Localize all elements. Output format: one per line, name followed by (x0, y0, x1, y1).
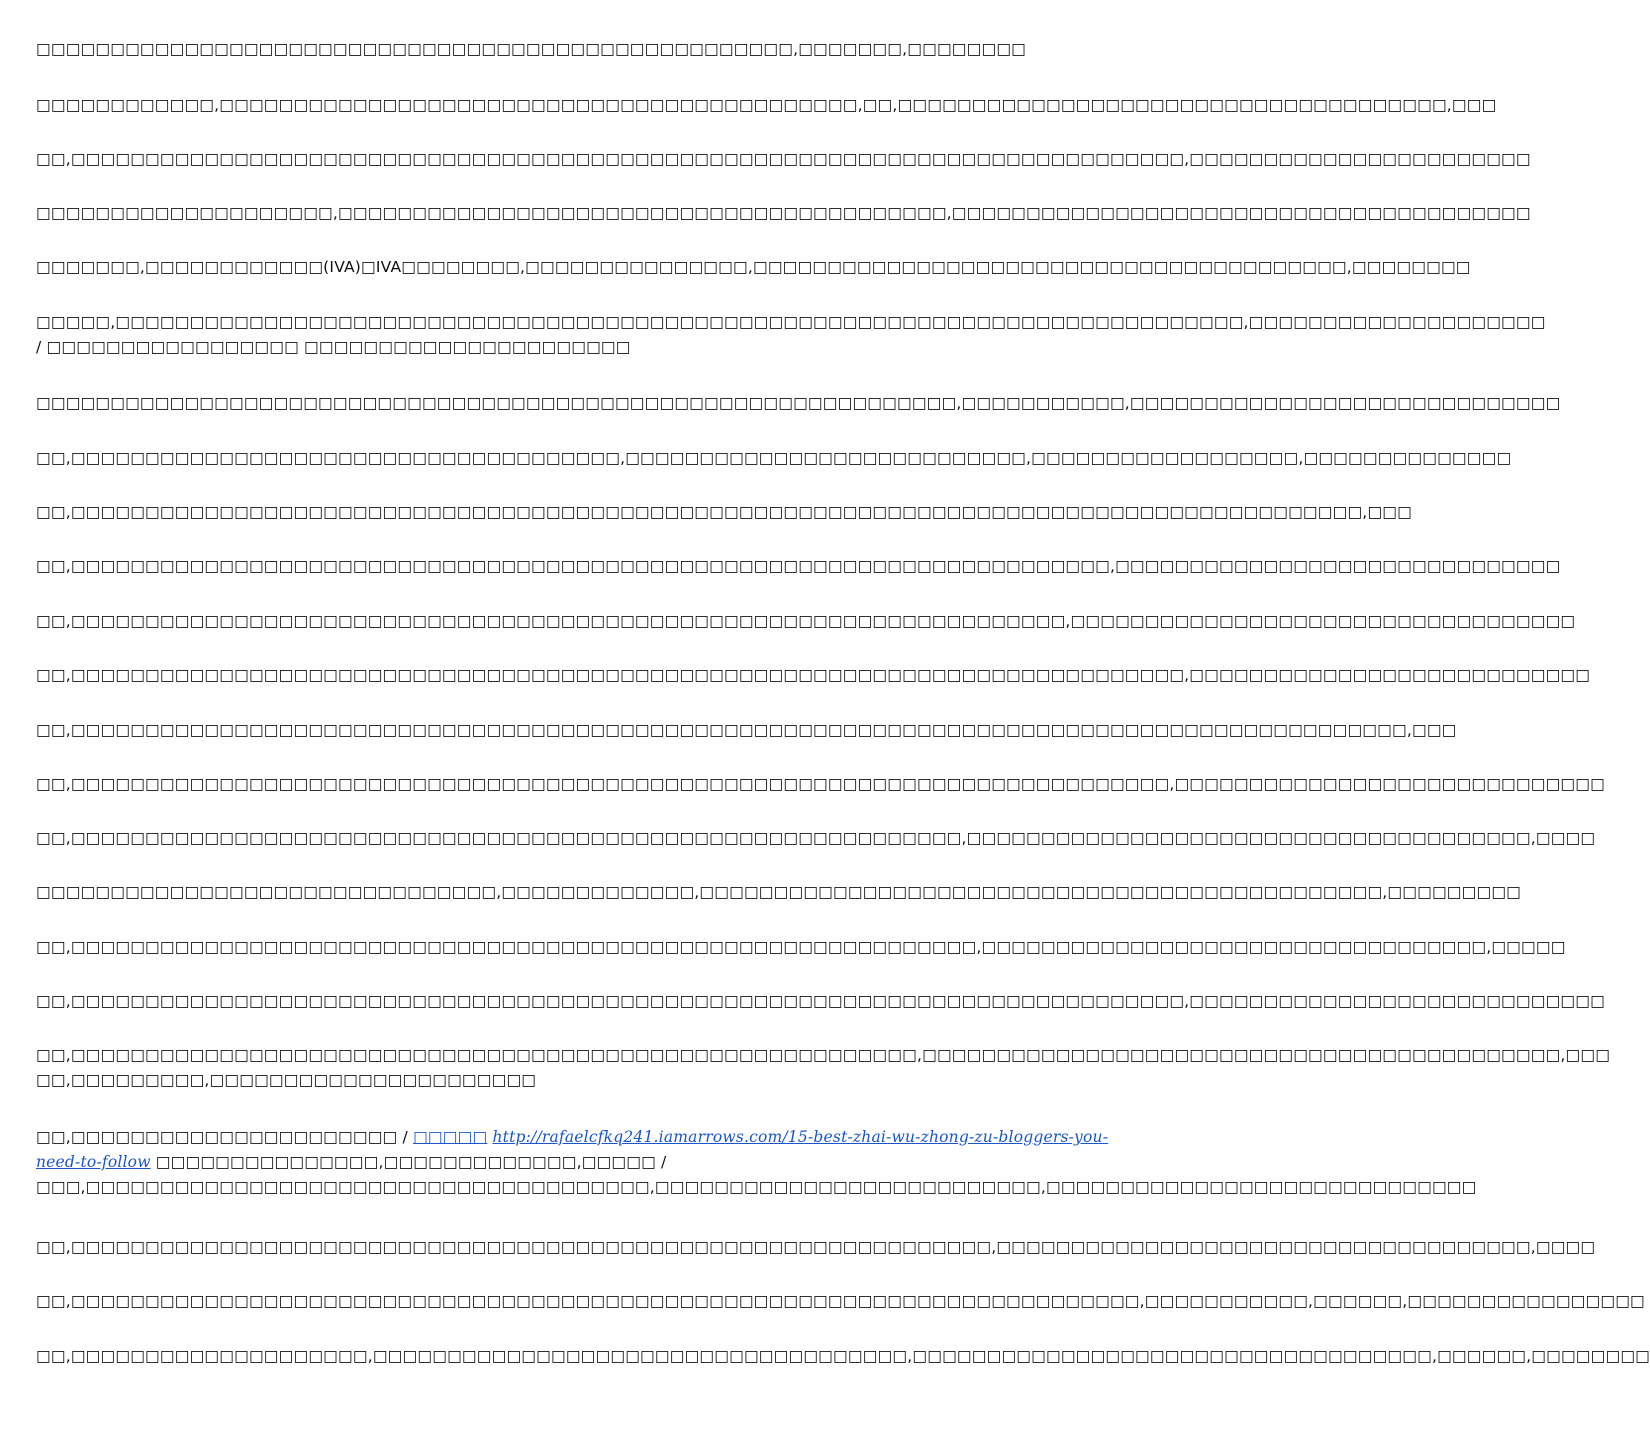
paragraph-12: □□,□□□□□□□□□□□□□□□□□□□□□□□□□□□□□□□□□□□□□□□□□□□□□□□□□□□□□□□□□□□□□□□□□□□□□□□□□□□,□□□□□□□□□□□□□□□□□□□□□□□□□□□ (36, 666, 1591, 684)
paragraph-6-line-1: □□□□□,□□□□□□□□□□□□□□□□□□□□□□□□□□□□□□□□□□□□□□□□□□□□□□□□□□□□□□□□□□□□□□□□□□□□□□□□□□□□,□□□□□□□□□□□□□□□□□□□□ (36, 313, 1546, 331)
paragraph-7: □□□□□□□□□□□□□□□□□□□□□□□□□□□□□□□□□□□□□□□□□□□□□□□□□□□□□□□□□□□□□□,□□□□□□□□□□□,□□□□□□□□□□□□□□□□□□□□□□□□□□□□□ (36, 394, 1561, 412)
paragraph-11: □□,□□□□□□□□□□□□□□□□□□□□□□□□□□□□□□□□□□□□□□□□□□□□□□□□□□□□□□□□□□□□□□□□□□□,□□□□□□□□□□□□□□□□□□□□□□□□□□□□□□□□□□ (36, 612, 1576, 630)
paragraph-4: □□□□□□□□□□□□□□□□□□□□,□□□□□□□□□□□□□□□□□□□□□□□□□□□□□□□□□□□□□□□□□,□□□□□□□□□□□□□□□□□□□□□□□□□□□□□□□□□□□□□□□ (36, 204, 1531, 222)
inline-link[interactable]: □□□□□ (413, 1128, 488, 1146)
url-link-continued[interactable]: need-to-follow (36, 1153, 151, 1171)
paragraph-10: □□,□□□□□□□□□□□□□□□□□□□□□□□□□□□□□□□□□□□□□□□□□□□□□□□□□□□□□□□□□□□□□□□□□□□□□□,□□□□□□□□□□□□□□□□□□□□□□□□□□□□□□ (36, 557, 1561, 575)
link-paragraph-suffix: □□□□□□□□□□□□□□□,□□□□□□□□□□□□□,□□□□□ / (150, 1153, 667, 1171)
paragraph-17: □□,□□□□□□□□□□□□□□□□□□□□□□□□□□□□□□□□□□□□□□□□□□□□□□□□□□□□□□□□□□□□□,□□□□□□□□□□□□□□□□□□□□□□□□□□□□□□□□□□,□□□□□ (36, 938, 1566, 956)
paragraph-20: □□,□□□□□□□□□□□□□□□□□□□□□□□□□□□□□□□□□□□□□□□□□□□□□□□□□□□□□□□□□□□□□□,□□□□□□□□□□□□□□□□□□□□□□□□□□□□□□□□□□□□,□□□□ (36, 1238, 1596, 1256)
link-paragraph-line-3: □□□,□□□□□□□□□□□□□□□□□□□□□□□□□□□□□□□□□□□□□□,□□□□□□□□□□□□□□□□□□□□□□□□□□,□□□□□□□□□□□□□□□□□□□□□□□□□□□□□ (36, 1178, 1477, 1196)
paragraph-5: □□□□□□□,□□□□□□□□□□□□(IVA)□IVA□□□□□□□□,□□□□□□□□□□□□□□□,□□□□□□□□□□□□□□□□□□□□□□□□□□□□□□□□□□□□□□□□,□□□□□□□□ (36, 258, 1471, 276)
paragraph-15: □□,□□□□□□□□□□□□□□□□□□□□□□□□□□□□□□□□□□□□□□□□□□□□□□□□□□□□□□□□□□□□,□□□□□□□□□□□□□□□□□□□□□□□□□□□□□□□□□□□□□□,□□□□ (36, 829, 1596, 847)
link-paragraph-prefix: □□,□□□□□□□□□□□□□□□□□□□□□□ / (36, 1128, 414, 1146)
paragraph-22: □□,□□□□□□□□□□□□□□□□□□□□,□□□□□□□□□□□□□□□□□□□□□□□□□□□□□□□□□□□□,□□□□□□□□□□□□□□□□□□□□□□□□□□□□□□□□□□□,□□□□□□,□□□□□□□□ (36, 1347, 1650, 1365)
paragraph-19 (36, 1043, 1611, 1095)
paragraph-13: □□,□□□□□□□□□□□□□□□□□□□□□□□□□□□□□□□□□□□□□□□□□□□□□□□□□□□□□□□□□□□□□□□□□□□□□□□□□□□□□□□□□□□□□□□□□□,□□□ (36, 721, 1457, 739)
paragraph-6-line-2: / □□□□□□□□□□□□□□□□□ □□□□□□□□□□□□□□□□□□□□□□ (36, 338, 631, 356)
paragraph-6 (36, 310, 1546, 362)
paragraph-19-line-1: □□,□□□□□□□□□□□□□□□□□□□□□□□□□□□□□□□□□□□□□□□□□□□□□□□□□□□□□□□□□,□□□□□□□□□□□□□□□□□□□□□□□□□□□□□□□□□□□□□□□□□□□,□□□ (36, 1046, 1611, 1064)
paragraph-1: □□□□□□□□□□□□□□□□□□□□□□□□□□□□□□□□□□□□□□□□□□□□□□□□□□□,□□□□□□□,□□□□□□□□ (36, 40, 1027, 58)
paragraph-8: □□,□□□□□□□□□□□□□□□□□□□□□□□□□□□□□□□□□□□□□,□□□□□□□□□□□□□□□□□□□□□□□□□□□,□□□□□□□□□□□□□□□□□□,□□□□□□□□□□□□□□ (36, 449, 1512, 467)
link-paragraph (36, 1125, 1477, 1205)
paragraph-14: □□,□□□□□□□□□□□□□□□□□□□□□□□□□□□□□□□□□□□□□□□□□□□□□□□□□□□□□□□□□□□□□□□□□□□□□□□□□□,□□□□□□□□□□□□□□□□□□□□□□□□□□□□□ (36, 775, 1605, 793)
paragraph-21: □□,□□□□□□□□□□□□□□□□□□□□□□□□□□□□□□□□□□□□□□□□□□□□□□□□□□□□□□□□□□□□□□□□□□□□□□□□,□□□□□□□□□□□,□□□□□□,□□□□□□□□□□□□□□□□ (36, 1292, 1645, 1310)
url-link[interactable]: http://rafaelcfkq241.iamarrows.com/15-best-zhai-wu-zhong-zu-bloggers-you- (492, 1128, 1109, 1146)
paragraph-3: □□,□□□□□□□□□□□□□□□□□□□□□□□□□□□□□□□□□□□□□□□□□□□□□□□□□□□□□□□□□□□□□□□□□□□□□□□□□□□,□□□□□□□□□□□□□□□□□□□□□□□ (36, 150, 1531, 168)
link-paragraph-line-2 (36, 1150, 990, 1175)
paragraph-18: □□,□□□□□□□□□□□□□□□□□□□□□□□□□□□□□□□□□□□□□□□□□□□□□□□□□□□□□□□□□□□□□□□□□□□□□□□□□□□,□□□□□□□□□□□□□□□□□□□□□□□□□□□□ (36, 992, 1605, 1010)
paragraph-9: □□,□□□□□□□□□□□□□□□□□□□□□□□□□□□□□□□□□□□□□□□□□□□□□□□□□□□□□□□□□□□□□□□□□□□□□□□□□□□□□□□□□□□□□□□,□□□ (36, 503, 1412, 521)
link-paragraph-line-1 (36, 1125, 1109, 1150)
paragraph-16: □□□□□□□□□□□□□□□□□□□□□□□□□□□□□□□,□□□□□□□□□□□□□,□□□□□□□□□□□□□□□□□□□□□□□□□□□□□□□□□□□□□□□□□□□□□□,□□□□□□□□□ (36, 883, 1522, 901)
paragraph-2: □□□□□□□□□□□□,□□□□□□□□□□□□□□□□□□□□□□□□□□□□□□□□□□□□□□□□□□□,□□,□□□□□□□□□□□□□□□□□□□□□□□□□□□□□□□□□□□□□,□□□ (36, 96, 1497, 114)
paragraph-19-line-2: □□,□□□□□□□□□,□□□□□□□□□□□□□□□□□□□□□□ (36, 1071, 537, 1089)
